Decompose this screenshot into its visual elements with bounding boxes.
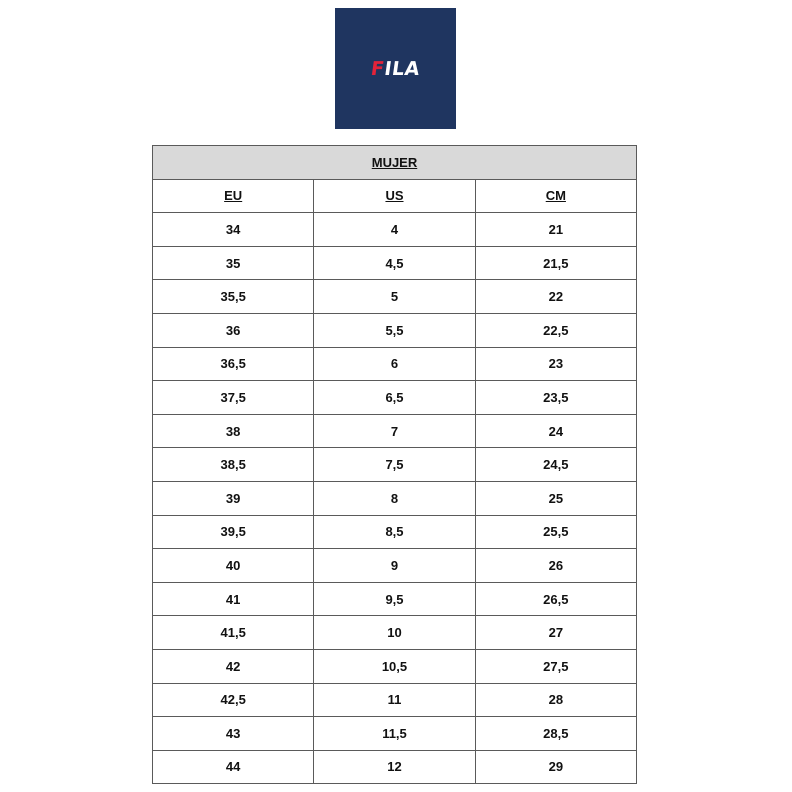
- cell-eu: 44: [153, 750, 314, 784]
- column-header-us: US: [314, 179, 475, 213]
- table-row: [153, 448, 637, 482]
- cell-us: 5: [314, 280, 475, 314]
- cell-cm: 26,5: [475, 582, 636, 616]
- cell-eu: 38,5: [153, 448, 314, 482]
- cell-eu: 37,5: [153, 381, 314, 415]
- cell-cm: 23: [475, 347, 636, 381]
- fila-logo: [335, 8, 456, 129]
- table-row: [153, 549, 637, 583]
- table-row: [153, 381, 637, 415]
- cell-eu: 41,5: [153, 616, 314, 650]
- fila-logo-text: [370, 58, 422, 80]
- cell-eu: 41: [153, 582, 314, 616]
- table-row: [153, 280, 637, 314]
- table-row: [153, 717, 637, 751]
- group-header-mujer: MUJER: [153, 146, 637, 180]
- column-header-row: [153, 179, 637, 213]
- cell-us: 7: [314, 414, 475, 448]
- table-row: [153, 213, 637, 247]
- cell-eu: 36: [153, 313, 314, 347]
- size-chart-table: [152, 145, 637, 784]
- cell-us: 8: [314, 481, 475, 515]
- cell-cm: 21,5: [475, 246, 636, 280]
- cell-eu: 40: [153, 549, 314, 583]
- cell-eu: 34: [153, 213, 314, 247]
- cell-cm: 28,5: [475, 717, 636, 751]
- cell-cm: 28: [475, 683, 636, 717]
- cell-us: 6,5: [314, 381, 475, 415]
- table-row: [153, 246, 637, 280]
- size-rows: [153, 213, 637, 784]
- table-row: [153, 515, 637, 549]
- cell-us: 11,5: [314, 717, 475, 751]
- cell-us: 5,5: [314, 313, 475, 347]
- cell-us: 12: [314, 750, 475, 784]
- table-row: [153, 683, 637, 717]
- cell-cm: 26: [475, 549, 636, 583]
- table-row: [153, 313, 637, 347]
- cell-us: 10,5: [314, 649, 475, 683]
- table-row: [153, 481, 637, 515]
- cell-us: 9: [314, 549, 475, 583]
- cell-cm: 27,5: [475, 649, 636, 683]
- cell-us: 10: [314, 616, 475, 650]
- logo-letter-f: F: [369, 57, 387, 80]
- cell-eu: 35: [153, 246, 314, 280]
- table-row: [153, 750, 637, 784]
- cell-cm: 29: [475, 750, 636, 784]
- table-row: [153, 582, 637, 616]
- table-row: [153, 616, 637, 650]
- group-header-row: [153, 146, 637, 180]
- logo-letters-rest: ILA: [383, 57, 422, 80]
- cell-cm: 21: [475, 213, 636, 247]
- cell-eu: 42,5: [153, 683, 314, 717]
- cell-cm: 25: [475, 481, 636, 515]
- cell-us: 7,5: [314, 448, 475, 482]
- cell-us: 8,5: [314, 515, 475, 549]
- cell-us: 6: [314, 347, 475, 381]
- column-header-eu: EU: [153, 179, 314, 213]
- cell-eu: 42: [153, 649, 314, 683]
- cell-eu: 35,5: [153, 280, 314, 314]
- cell-cm: 22: [475, 280, 636, 314]
- column-header-cm: CM: [475, 179, 636, 213]
- table-row: [153, 414, 637, 448]
- cell-eu: 39,5: [153, 515, 314, 549]
- cell-us: 11: [314, 683, 475, 717]
- cell-us: 4: [314, 213, 475, 247]
- cell-cm: 22,5: [475, 313, 636, 347]
- cell-us: 4,5: [314, 246, 475, 280]
- cell-cm: 23,5: [475, 381, 636, 415]
- table-row: [153, 649, 637, 683]
- cell-cm: 27: [475, 616, 636, 650]
- cell-cm: 24,5: [475, 448, 636, 482]
- table-row: [153, 347, 637, 381]
- cell-cm: 24: [475, 414, 636, 448]
- cell-cm: 25,5: [475, 515, 636, 549]
- cell-eu: 36,5: [153, 347, 314, 381]
- cell-eu: 39: [153, 481, 314, 515]
- cell-eu: 43: [153, 717, 314, 751]
- cell-us: 9,5: [314, 582, 475, 616]
- cell-eu: 38: [153, 414, 314, 448]
